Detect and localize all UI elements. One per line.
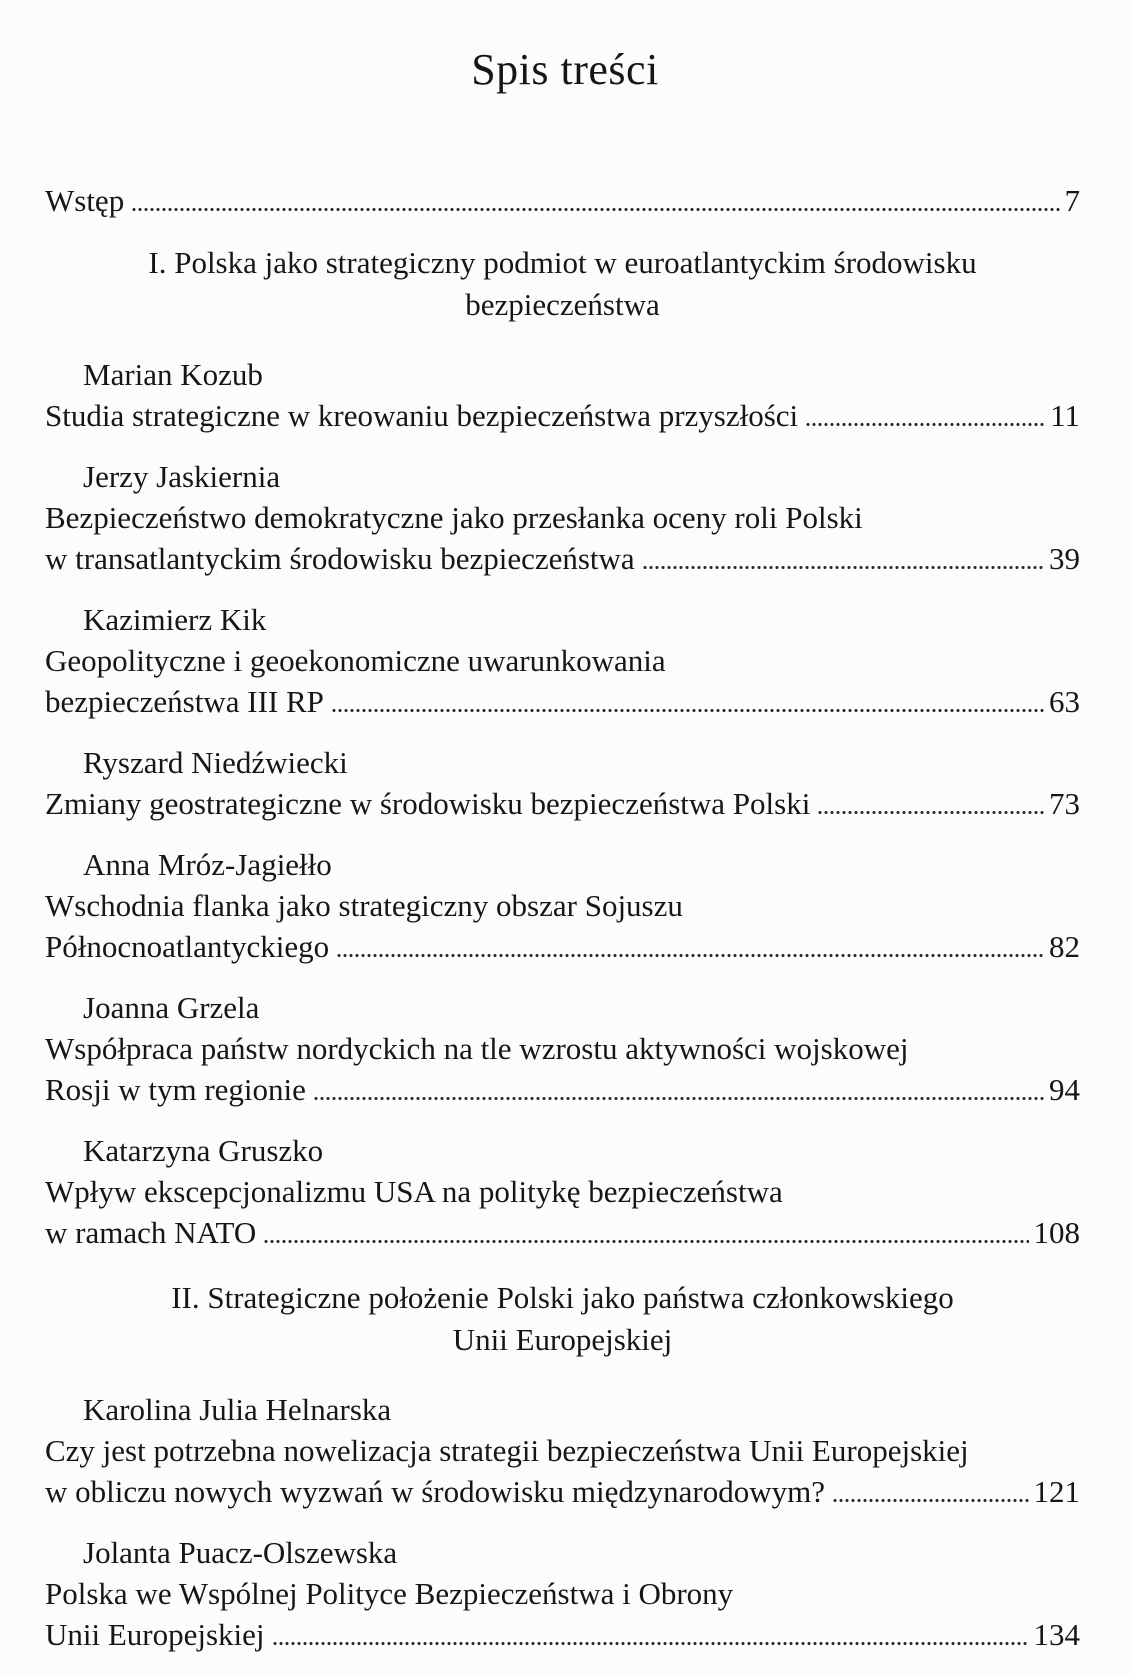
toc-entry — [45, 599, 1080, 722]
toc-entry — [45, 456, 1080, 579]
entry-title-line: Wschodnia flanka jako strategiczny obszar Sojuszu — [45, 888, 683, 923]
dot-leader — [832, 1471, 1029, 1512]
entry-title: Wstęp — [45, 183, 125, 218]
entry-author: Ryszard Niedźwiecki — [83, 745, 348, 780]
entry-author: Marian Kozub — [83, 357, 263, 392]
toc-entry — [45, 844, 1080, 967]
toc-entry — [45, 1130, 1080, 1253]
entry-title-row — [45, 783, 1080, 824]
entry-title-line: w obliczu nowych wyzwań w środowisku międzynarodowym? — [45, 1474, 825, 1509]
dot-leader — [263, 1212, 1028, 1253]
dot-leader — [336, 926, 1044, 967]
entry-title-row — [45, 1069, 1080, 1110]
entry-author: Karolina Julia Helnarska — [83, 1392, 392, 1427]
entry-author: Katarzyna Gruszko — [83, 1133, 324, 1168]
table-of-contents — [45, 180, 1080, 1655]
entry-author: Jolanta Puacz-Olszewska — [83, 1535, 398, 1570]
section-heading-line: I. Polska jako strategiczny podmiot w euroatlantyckim środowisku — [148, 245, 977, 280]
entry-title-row — [45, 1614, 1080, 1655]
entry-title-row — [45, 1212, 1080, 1253]
page-number: 82 — [1049, 929, 1080, 964]
page-number: 7 — [1064, 183, 1080, 218]
dot-leader — [272, 1614, 1029, 1655]
entry-title-line: Wpływ ekscepcjonalizmu USA na politykę bezpieczeństwa — [45, 1174, 783, 1209]
entry-title-line: Bezpieczeństwo demokratyczne jako przesłanka oceny roli Polski — [45, 500, 863, 535]
entry-title-line: w transatlantyckim środowisku bezpieczeństwa — [45, 541, 635, 576]
toc-entry — [45, 1532, 1080, 1655]
section-heading-line: II. Strategiczne położenie Polski jako państwa członkowskiego — [171, 1280, 954, 1315]
toc-entry — [45, 1389, 1080, 1512]
entry-title-line: Współpraca państw nordyckich na tle wzrostu aktywności wojskowej — [45, 1031, 909, 1066]
section-heading-line: bezpieczeństwa — [465, 287, 660, 322]
page-number: 94 — [1049, 1072, 1080, 1107]
entry-title-line: w ramach NATO — [45, 1215, 257, 1250]
entry-author: Jerzy Jaskiernia — [83, 459, 281, 494]
dot-leader — [642, 538, 1044, 579]
entry-author: Kazimierz Kik — [83, 602, 267, 637]
toc-entry-intro — [45, 180, 1080, 221]
dot-leader — [817, 783, 1044, 824]
entry-title-line: Północnoatlantyckiego — [45, 929, 330, 964]
page-number: 11 — [1050, 398, 1080, 433]
entry-author: Anna Mróz-Jagiełło — [83, 847, 332, 882]
section-heading — [45, 242, 1080, 326]
entry-title-line: Rosji w tym regionie — [45, 1072, 306, 1107]
entry-title-row — [45, 538, 1080, 579]
page-number: 121 — [1033, 1474, 1080, 1509]
section-heading — [45, 1277, 1080, 1361]
entry-title-row — [45, 1471, 1080, 1512]
page-number: 39 — [1049, 541, 1080, 576]
dot-leader — [331, 681, 1044, 722]
dot-leader — [131, 180, 1059, 221]
toc-entry — [45, 742, 1080, 824]
entry-title-row — [45, 395, 1080, 436]
entry-title-line: Geopolityczne i geoekonomiczne uwarunkowania — [45, 643, 666, 678]
page-number: 134 — [1033, 1617, 1080, 1652]
dot-leader — [805, 395, 1045, 436]
entry-title-row — [45, 681, 1080, 722]
entry-title-row — [45, 926, 1080, 967]
entry-title-line: Polska we Wspólnej Polityce Bezpieczeństwa i Obrony — [45, 1576, 734, 1611]
page-number: 63 — [1049, 684, 1080, 719]
entry-author: Joanna Grzela — [83, 990, 260, 1025]
section-heading-line: Unii Europejskiej — [452, 1322, 673, 1357]
entry-title-line: Unii Europejskiej — [45, 1617, 265, 1652]
toc-entry — [45, 354, 1080, 436]
page-number: 73 — [1049, 786, 1080, 821]
entry-title-line: Studia strategiczne w kreowaniu bezpieczeństwa przyszłości — [45, 398, 799, 433]
toc-entry — [45, 987, 1080, 1110]
entry-title-line: Zmiany geostrategiczne w środowisku bezpieczeństwa Polski — [45, 786, 811, 821]
entry-title-line: bezpieczeństwa III RP — [45, 684, 324, 719]
page-number: 108 — [1033, 1215, 1080, 1250]
entry-title-line: Czy jest potrzebna nowelizacja strategii bezpieczeństwa Unii Europejskiej — [45, 1433, 969, 1468]
page-title: Spis treści — [471, 45, 659, 94]
dot-leader — [313, 1069, 1044, 1110]
